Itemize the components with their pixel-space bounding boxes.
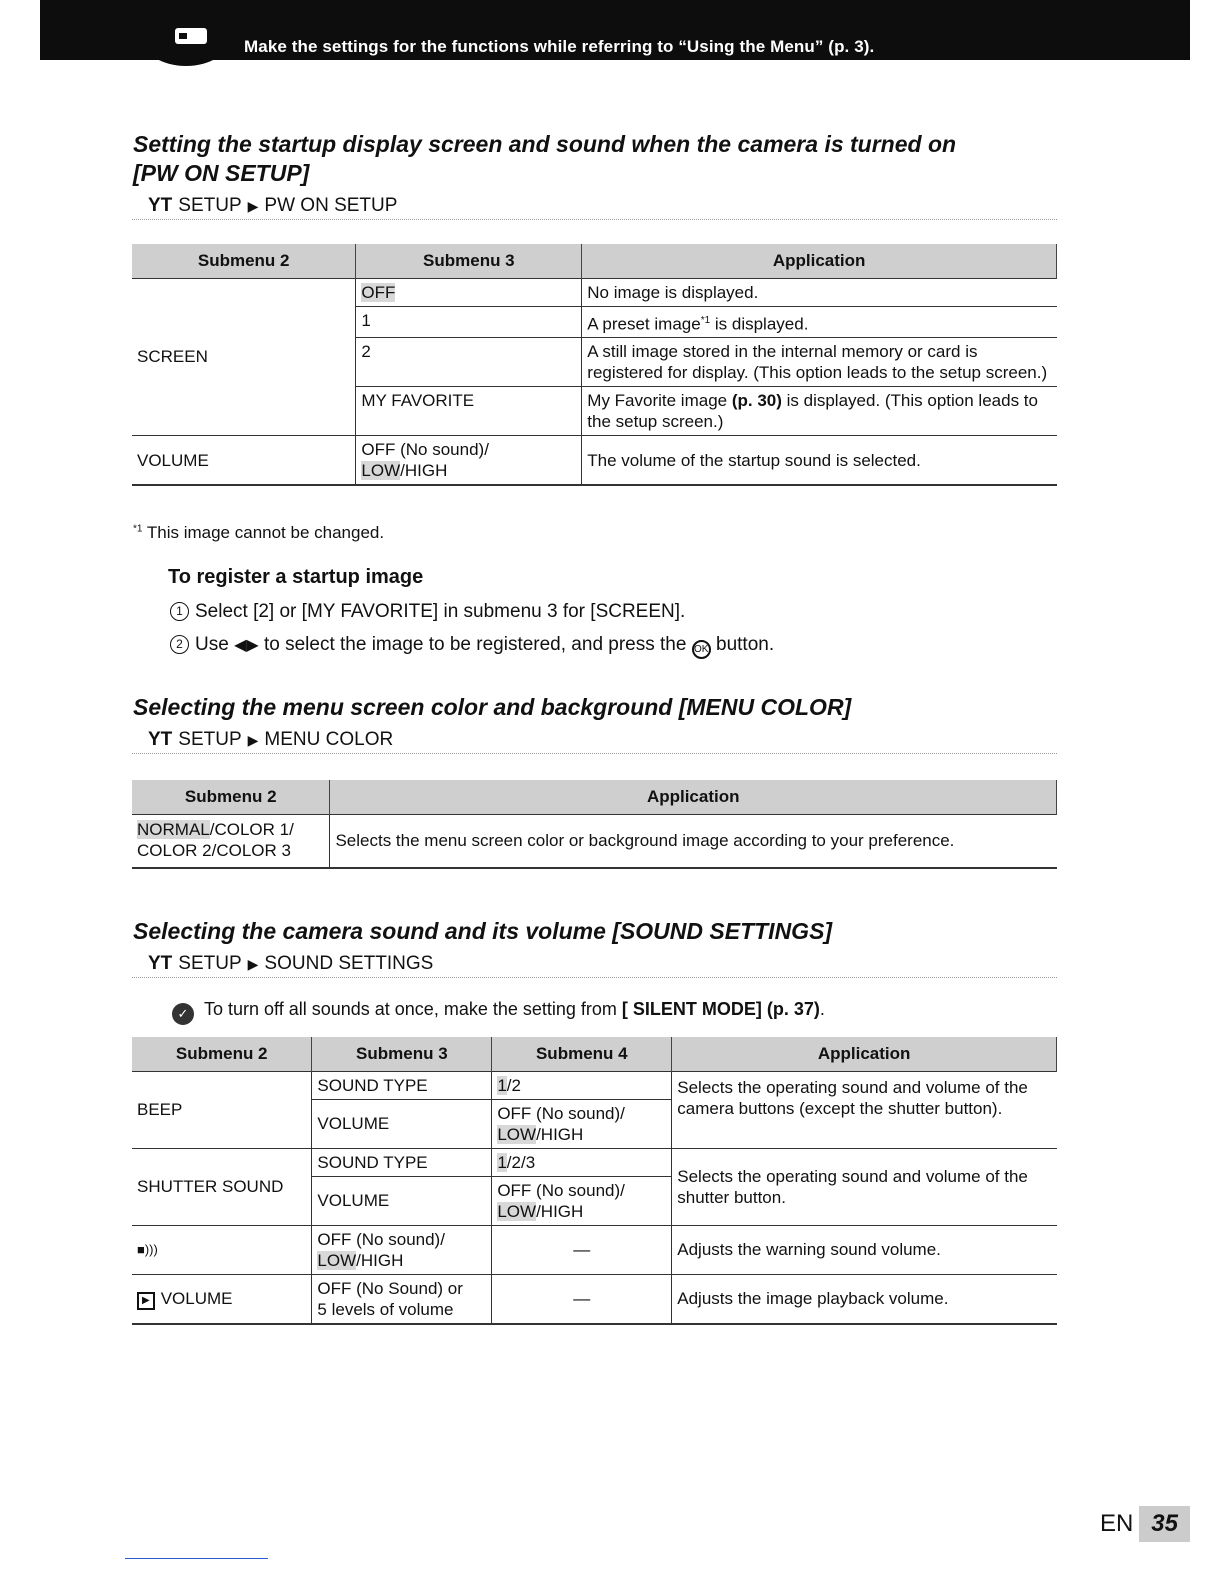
table-cell: VOLUME [312, 1099, 492, 1148]
step-2: 2 Use ◀▶ to select the image to be registered, and press the OK button. [170, 634, 774, 659]
sound-settings-table [132, 1037, 1057, 1325]
table-cell: — [492, 1274, 672, 1324]
col-header: Submenu 4 [492, 1037, 672, 1071]
row-label: VOLUME [132, 436, 356, 486]
col-header: Application [330, 780, 1057, 814]
row-label: SCREEN [132, 278, 356, 436]
table-cell: No image is displayed. [582, 278, 1057, 306]
table-cell: OFF [356, 278, 582, 306]
row-label: SHUTTER SOUND [132, 1148, 312, 1225]
table-cell: Selects the operating sound and volume of the camera buttons (except the shutter button). [672, 1071, 1057, 1148]
table-cell: — [492, 1225, 672, 1274]
table-cell: 1/2 [492, 1071, 672, 1099]
col-header: Submenu 3 [356, 244, 582, 278]
menu-icon [175, 28, 207, 44]
table-cell: NORMAL/COLOR 1/ COLOR 2/COLOR 3 [132, 814, 330, 868]
header-text: Make the settings for the functions while referring to “Using the Menu” (p. 3). [244, 37, 875, 56]
col-header: Application [672, 1037, 1057, 1071]
breadcrumb: ΥT SETUP ▶ SOUND SETTINGS [132, 953, 1057, 978]
footnote: $^{*1}$ This image cannot be changed. [133, 523, 385, 542]
col-header: Submenu 3 [312, 1037, 492, 1071]
table-cell: VOLUME [312, 1176, 492, 1225]
col-header: Submenu 2 [132, 244, 356, 278]
table-cell: MY FAVORITE [356, 387, 582, 436]
page-header-bar [40, 0, 1190, 60]
breadcrumb: ΥT SETUP ▶ MENU COLOR [132, 729, 1057, 754]
warning-sound-icon: ■))) [132, 1225, 312, 1274]
table-cell: 1/2/3 [492, 1148, 672, 1176]
step-1: 1 Select [2] or [MY FAVORITE] in submenu 3 for [SCREEN]. [170, 601, 685, 623]
arrow-right-icon: ▶ [247, 732, 259, 748]
col-header: Application [582, 244, 1057, 278]
table-cell: A still image stored in the internal memory or card is registered for display. (This option leads to the setup screen.) [582, 338, 1057, 387]
col-header: Submenu 2 [132, 1037, 312, 1071]
section-title-pw-on-setup: Setting the startup display screen and sound when the camera is turned on [PW ON SETUP] [133, 131, 957, 186]
setup-tool-icon: ΥT [148, 195, 173, 216]
setup-tool-icon: ΥT [148, 729, 173, 750]
table-cell: Selects the operating sound and volume of the shutter button. [672, 1148, 1057, 1225]
table-cell: OFF (No sound)/ LOW/HIGH [312, 1225, 492, 1274]
table-cell: OFF (No sound)/ LOW/HIGH [356, 436, 582, 486]
col-header: Submenu 2 [132, 780, 330, 814]
table-cell: OFF (No Sound) or 5 levels of volume [312, 1274, 492, 1324]
table-cell: SOUND TYPE [312, 1071, 492, 1099]
arrow-right-icon: ▶ [247, 198, 259, 214]
table-cell: 1 [356, 306, 582, 338]
step-number-icon: 1 [170, 602, 189, 621]
section-title-menu-color: Selecting the menu screen color and background [MENU COLOR] [133, 694, 852, 720]
table-cell: My Favorite image (p. 30) is displayed. (This option leads to the setup screen.) [582, 387, 1057, 436]
tip: ✓ To turn off all sounds at once, make the setting from [ SILENT MODE] (p. 37). [172, 999, 825, 1025]
menu-color-table [132, 780, 1057, 869]
breadcrumb: ΥT SETUP ▶ PW ON SETUP [132, 195, 1057, 220]
page-number: EN 35 [1100, 1506, 1190, 1542]
row-label: ▶ VOLUME [132, 1274, 312, 1324]
table-cell: A preset image$^{*1}$ is displayed. [582, 306, 1057, 338]
setup-tool-icon: ΥT [148, 953, 173, 974]
table-cell: Adjusts the warning sound volume. [672, 1225, 1057, 1274]
table-cell: 2 [356, 338, 582, 387]
tip-icon: ✓ [172, 1003, 194, 1025]
pw-on-setup-table [132, 244, 1057, 486]
ok-button-icon: OK [692, 640, 711, 659]
table-cell: OFF (No sound)/ LOW/HIGH [492, 1099, 672, 1148]
row-label: BEEP [132, 1071, 312, 1148]
table-cell: OFF (No sound)/ LOW/HIGH [492, 1176, 672, 1225]
step-number-icon: 2 [170, 635, 189, 654]
table-cell: Selects the menu screen color or background image according to your preference. [330, 814, 1057, 868]
left-right-buttons-icon: ◀▶ [234, 637, 259, 654]
table-cell: SOUND TYPE [312, 1148, 492, 1176]
arrow-right-icon: ▶ [247, 956, 259, 972]
table-cell: The volume of the startup sound is selected. [582, 436, 1057, 486]
footer-divider [125, 1558, 268, 1559]
table-cell: Adjusts the image playback volume. [672, 1274, 1057, 1324]
section-title-sound-settings: Selecting the camera sound and its volume [SOUND SETTINGS] [133, 918, 833, 944]
register-heading: To register a startup image [168, 566, 424, 588]
playback-icon: ▶ [137, 1292, 155, 1310]
